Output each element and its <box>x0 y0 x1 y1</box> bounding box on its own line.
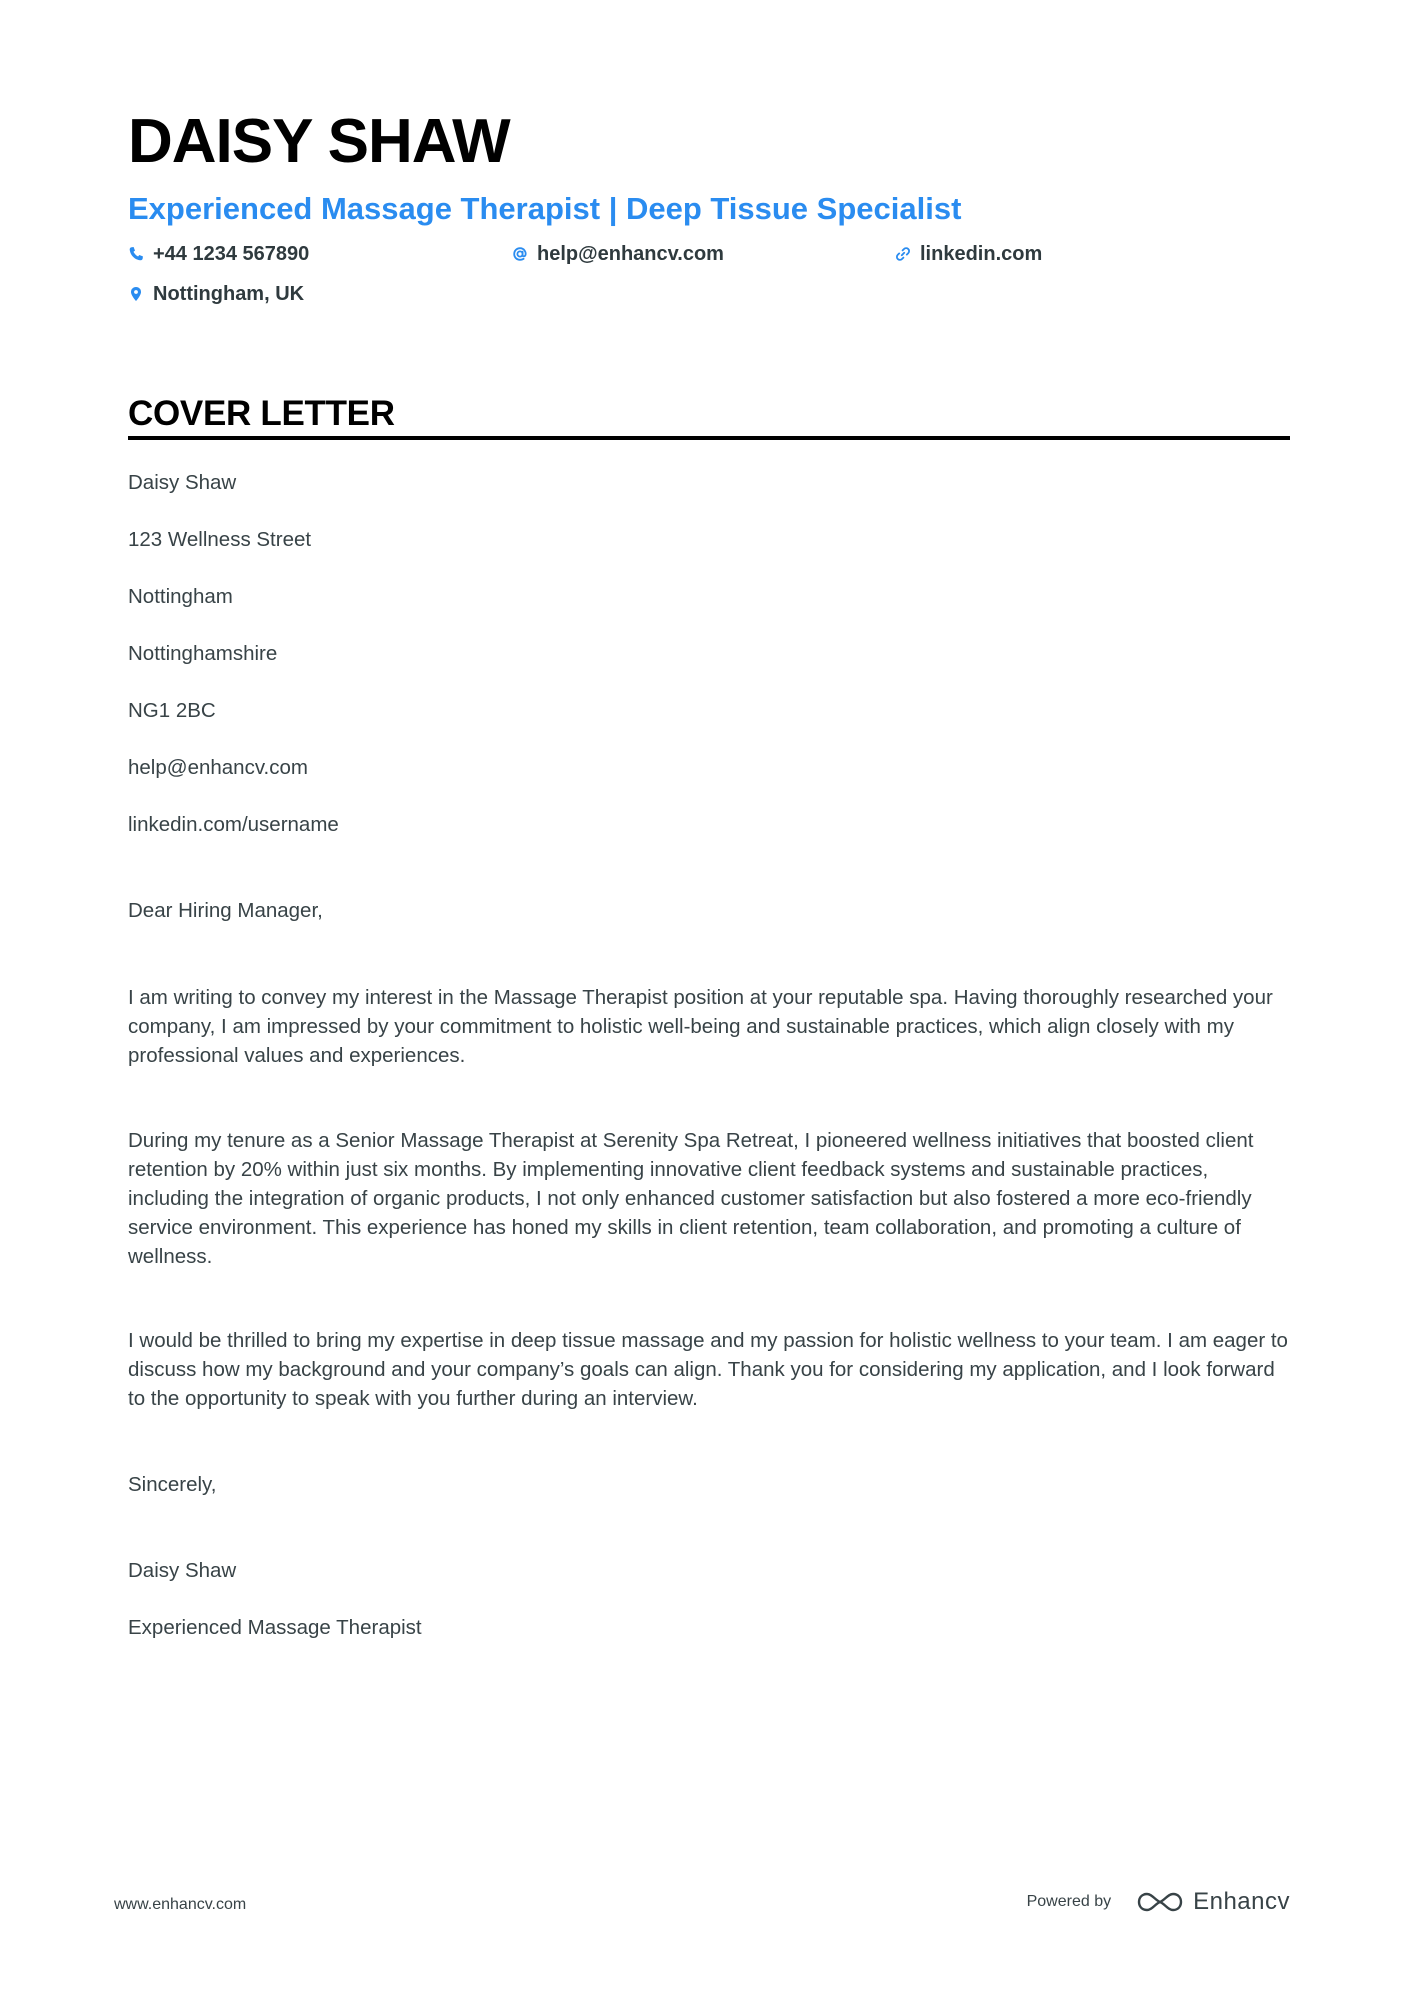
contact-phone <box>128 244 309 264</box>
at-icon <box>512 246 528 262</box>
sender-street: 123 Wellness Street <box>128 528 312 551</box>
contact-website[interactable] <box>895 244 1042 264</box>
contact-email-text[interactable]: help@enhancv.com <box>537 243 724 265</box>
sender-city: Nottingham <box>128 585 233 608</box>
powered-by-label: Powered by <box>1026 1893 1112 1910</box>
letter-paragraph: During my tenure as a Senior Massage Therapist at Serenity Spa Retreat, I pioneered wellness initiatives that boosted client retention by 20% within just six months. By implementing innovative client feedback systems and sustainable practices, including the integration of organic products, I not only enhanced customer satisfaction but also fostered a more eco-friendly service environment. This experience has honed my skills in client retention, team collaboration, and promoting a culture of wellness. <box>128 1129 1254 1268</box>
contact-email[interactable] <box>512 244 724 264</box>
contact-location-text: Nottingham, UK <box>153 283 305 305</box>
contact-website-text[interactable]: linkedin.com <box>920 243 1043 265</box>
salutation: Dear Hiring Manager, <box>128 899 323 922</box>
enhancv-logo-icon <box>1137 1890 1183 1914</box>
sender-name: Daisy Shaw <box>128 471 237 494</box>
section-title: COVER LETTER <box>128 394 395 433</box>
brand-name: Enhancv <box>1193 1888 1290 1915</box>
letter-paragraph: I am writing to convey my interest in the Massage Therapist position at your reputable spa. Having thoroughly researched your company, I am impressed by your commitment to holistic well-being and sustainable practices, which align closely with my professional values and experiences. <box>128 986 1273 1067</box>
closing: Sincerely, <box>128 1473 217 1496</box>
contact-phone-text: +44 1234 567890 <box>153 243 310 265</box>
signature-name: Daisy Shaw <box>128 1559 237 1582</box>
candidate-headline: Experienced Massage Therapist | Deep Tissue Specialist <box>128 191 962 226</box>
phone-icon <box>128 246 144 262</box>
sender-email: help@enhancv.com <box>128 756 308 779</box>
location-pin-icon <box>128 286 144 302</box>
candidate-name: DAISY SHAW <box>128 107 510 176</box>
letter-paragraph: I would be thrilled to bring my expertise in deep tissue massage and my passion for holistic wellness to your team. I am eager to discuss how my background and your company’s goals can align. Thank you for considering my application, and I look forward to the opportunity to speak with you further during an interview. <box>128 1329 1288 1410</box>
link-icon <box>895 246 911 262</box>
sender-linkedin: linkedin.com/username <box>128 813 339 836</box>
sender-postcode: NG1 2BC <box>128 699 216 722</box>
sender-county: Nottinghamshire <box>128 642 278 665</box>
brand-logo <box>1137 1888 1290 1916</box>
signature-title: Experienced Massage Therapist <box>128 1616 422 1639</box>
section-divider <box>128 436 1290 440</box>
footer-branding <box>1027 1888 1290 1916</box>
contact-location <box>128 284 304 304</box>
footer-website[interactable]: www.enhancv.com <box>114 1896 247 1913</box>
